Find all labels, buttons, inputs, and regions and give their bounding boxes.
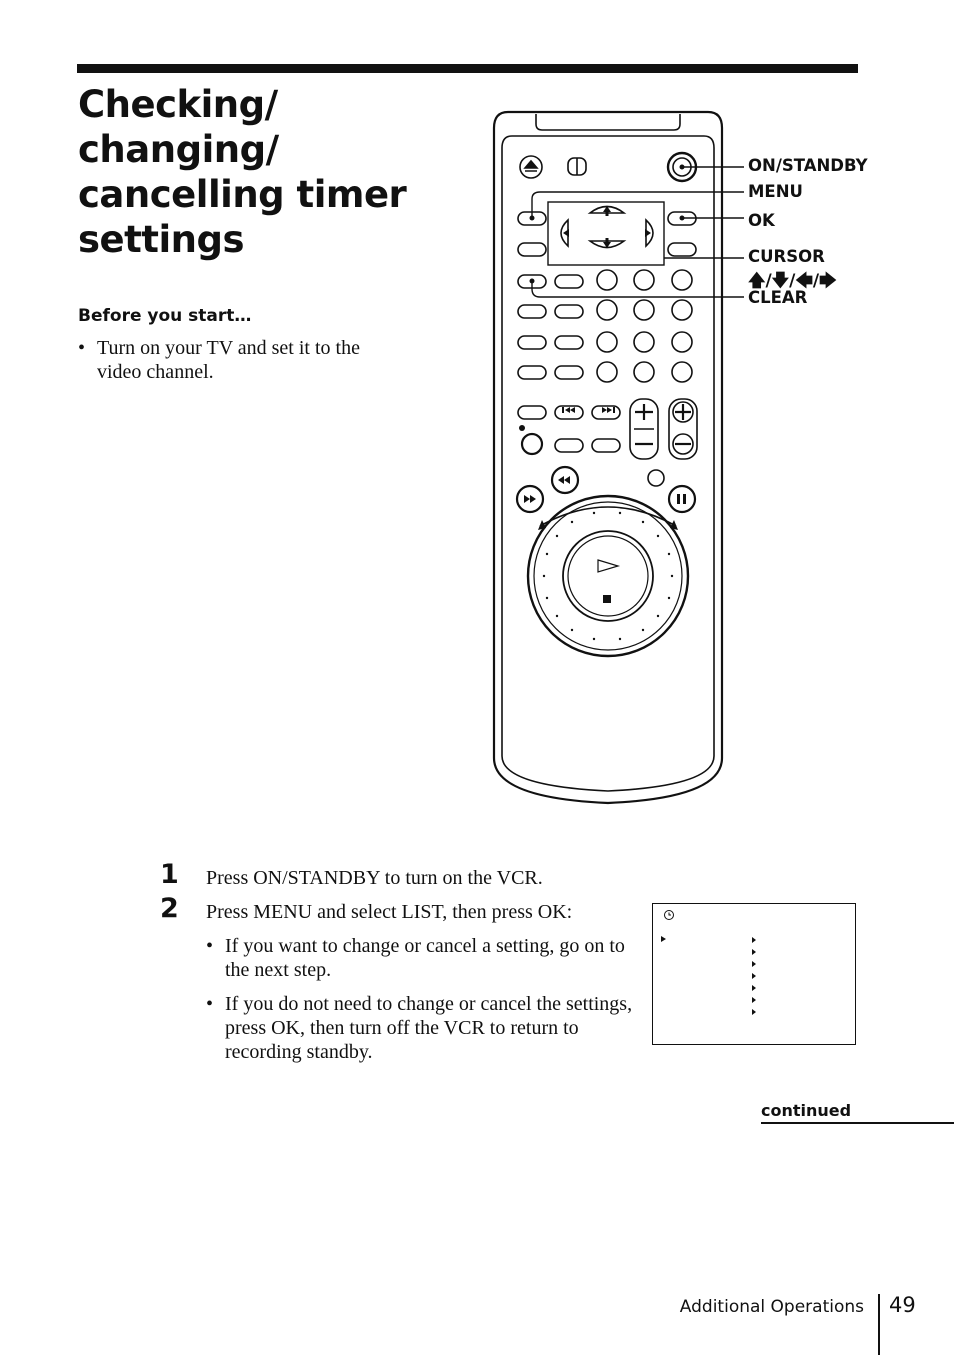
step-number: 2: [160, 893, 179, 924]
title-line: Checking/: [78, 83, 278, 126]
remote-control-illustration: [490, 108, 726, 808]
step-bullet-text: If you want to change or cancel a setting, go on to the next step.: [225, 935, 625, 981]
step-number: 1: [160, 859, 179, 890]
bullet-mark: •: [78, 337, 86, 359]
page-title: [78, 82, 458, 262]
continued-rule: [761, 1122, 954, 1124]
title-line: cancelling timer: [78, 173, 407, 216]
menu-label: MENU: [748, 182, 803, 201]
before-you-start-item: [78, 336, 408, 384]
clear-label: CLEAR: [748, 288, 808, 307]
selection-cursor-icon: [661, 936, 666, 942]
page-number: 49: [889, 1293, 916, 1317]
footer-divider: [878, 1294, 880, 1355]
menu-screen-illustration: [652, 903, 856, 1045]
top-rule: [77, 64, 858, 73]
cursor-arrows-label: 🡅/🡇/🡄/🡆: [748, 271, 837, 291]
step-bullet: [206, 992, 636, 1064]
ok-label: OK: [748, 211, 775, 230]
title-line: settings: [78, 218, 245, 261]
footer-section-name: Additional Operations: [679, 1297, 864, 1317]
cursor-label: CURSOR: [748, 247, 825, 266]
title-line: changing/: [78, 128, 279, 171]
continued-label: continued: [761, 1101, 852, 1120]
before-item-text: Turn on your TV and set it to the video channel.: [97, 337, 360, 383]
timer-list-display: [653, 904, 857, 1046]
step-text: Press MENU and select LIST, then press OK:: [206, 901, 573, 923]
step-bullet-text: If you do not need to change or cancel the settings, press OK, then turn off the VCR to return to recording standby.: [225, 993, 633, 1063]
before-you-start-heading: Before you start…: [78, 306, 252, 326]
bullet-mark: •: [206, 993, 214, 1015]
on-standby-label: ON/STANDBY: [748, 156, 868, 175]
step-bullet: [206, 934, 636, 982]
step-text: Press ON/STANDBY to turn on the VCR.: [206, 867, 543, 889]
bullet-mark: •: [206, 935, 214, 957]
